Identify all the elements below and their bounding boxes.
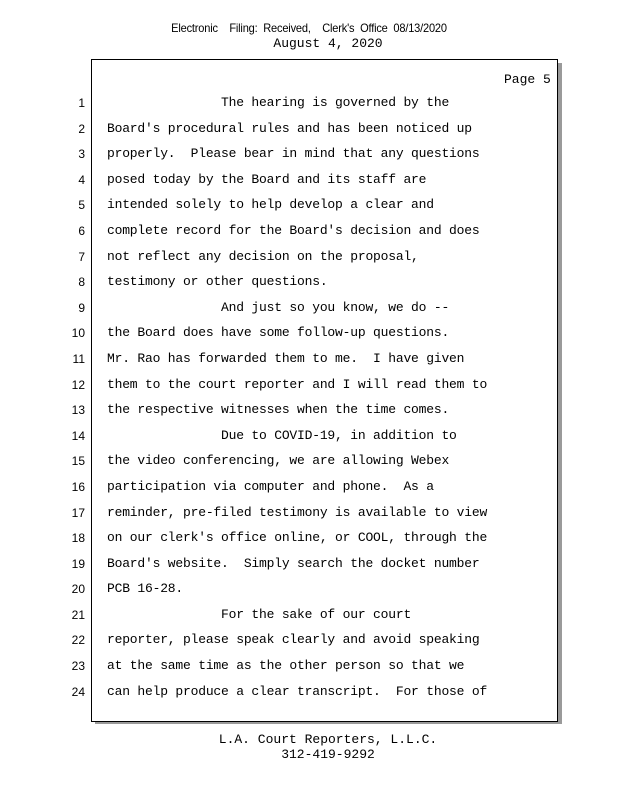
transcript-line: complete record for the Board's decision and does [107,222,480,238]
transcript-line: For the sake of our court [107,606,412,622]
transcript-line: the video conferencing, we are allowing Webex [107,453,450,469]
transcript-line: reporter, please speak clearly and avoid speaking [107,632,480,648]
line-number: 24 [71,684,85,699]
line-number: 3 [78,147,85,162]
line-number: 16 [71,479,85,494]
transcript-line: Mr. Rao has forwarded them to me. I have given [107,350,465,366]
transcript-line: testimony or other questions. [107,274,328,290]
line-number: 2 [78,121,85,136]
page-number: Page 5 [504,72,551,87]
line-number: 21 [71,607,85,622]
page-footer [0,732,618,762]
transcript-line: participation via computer and phone. As a [107,478,434,494]
line-number-column [60,95,85,709]
line-number: 19 [71,556,85,571]
line-number: 18 [71,531,85,546]
line-number: 6 [78,223,85,238]
transcript-line: properly. Please bear in mind that any questions [107,146,480,162]
line-number: 7 [78,249,85,264]
transcript-line: Due to COVID-19, in addition to [107,427,457,443]
transcript-line: Board's website. Simply search the docket number [107,555,480,571]
transcript-line: reminder, pre-filed testimony is available to view [107,504,488,520]
filing-stamp: Electronic Filing: Received, Clerk's Office 08/13/2020 [171,21,447,35]
line-number: 9 [78,300,85,315]
line-number: 22 [71,633,85,648]
transcript-line: on our clerk's office online, or COOL, through the [107,530,488,546]
line-number: 1 [78,96,85,110]
transcript-line: The hearing is governed by the [107,95,450,110]
line-number: 17 [71,505,85,520]
line-number: 8 [78,275,85,290]
line-number: 12 [71,377,85,392]
court-reporter-phone: 312-419-9292 [281,747,375,762]
transcript-body [107,95,552,709]
transcript-line: PCB 16-28. [107,581,184,597]
transcript-line: Board's procedural rules and has been noticed up [107,120,472,136]
transcript-line: them to the court reporter and I will read them to [107,376,488,392]
transcript-line: the respective witnesses when the time comes. [107,402,450,418]
line-number: 5 [78,198,85,213]
line-number: 4 [78,172,85,187]
transcript-line: the Board does have some follow-up questions. [107,325,450,341]
line-number: 14 [71,428,85,443]
transcript-line: not reflect any decision on the proposal, [107,248,419,264]
court-reporter-name: L.A. Court Reporters, L.L.C. [218,732,438,747]
line-number: 10 [71,326,85,341]
line-number: 23 [71,659,85,674]
line-number: 15 [71,454,85,469]
transcript-line: at the same time as the other person so that we [107,658,465,674]
line-number: 11 [72,351,85,366]
transcript-line: posed today by the Board and its staff are [107,171,427,187]
transcript-line: And just so you know, we do -- [107,299,450,315]
hearing-date: August 4, 2020 [273,36,383,51]
line-number: 20 [71,582,85,597]
transcript-line: can help produce a clear transcript. For those of [107,683,488,699]
transcript-line: intended solely to help develop a clear and [107,197,434,213]
line-number: 13 [71,403,85,418]
